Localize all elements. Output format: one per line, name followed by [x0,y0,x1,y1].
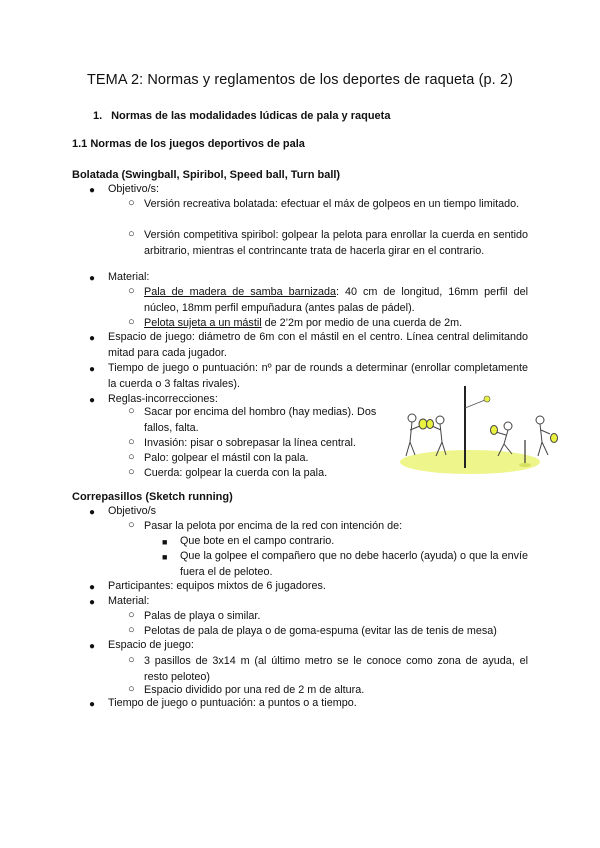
page-title: TEMA 2: Normas y reglamentos de los deportes de raqueta (p. 2) [86,72,514,88]
correpasillos-obj-1b: Que la golpee el compañero que no debe hacerlo (ayuda) o que la envíe fuera el de peloteo. [180,550,528,578]
ball-icon [484,396,490,402]
bullet-icon: ● [89,597,96,608]
bolatada-objetivos: Objetivo/s: [108,183,160,195]
correpasillos-tiempo: Tiempo de juego o puntuación: a puntos o a tiempo. [108,697,357,709]
circle-bullet-icon: ○ [128,624,135,636]
mat-2-rest: de 2’2m por medio de una cuerda de 2m. [261,317,463,329]
bullet-icon: ● [89,507,96,518]
bolatada-reglas: Reglas-incorrecciones: [108,393,218,405]
circle-bullet-icon: ○ [128,519,135,531]
subsection-heading: 1.1 Normas de los juegos deportivos de pala [72,138,305,150]
correpasillos-mat-1: Palas de playa o similar. [144,610,261,622]
bolatada-obj-2: Versión competitiva spiribol: golpear la pelota para enrollar la cuerda en sentido arbitrario, mientras el contrincante trata de hacerla girar en el contrario. [144,229,528,257]
section-number: 1. [93,110,103,122]
circle-bullet-icon: ○ [128,316,135,328]
bullet-icon: ● [89,364,96,375]
correpasillos-espacio: Espacio de juego: [108,639,194,651]
court-area [400,450,540,474]
bolatada-regla-4: Cuerda: golpear la cuerda con la pala. [144,467,328,479]
cord [465,400,485,408]
player-mid-icon [427,416,447,456]
correpasillos-title: Correpasillos (Sketch running) [72,491,233,503]
bolatada-title: Bolatada (Swingball, Spiribol, Speed ball, Turn ball) [72,169,341,181]
swingball-illustration [390,380,570,480]
bolatada-espacio: Espacio de juego: diámetro de 6m con el mástil en el centro. Línea central delimitando mitad para cada jugador. [108,331,528,359]
circle-bullet-icon: ○ [128,228,135,240]
correpasillos-participantes: Participantes: equipos mixtos de 6 jugadores. [108,580,326,592]
bolatada-tiempo: Tiempo de juego o puntuación: nº par de rounds a determinar (enrollar completamente la cuerda o 3 faltas rivales). [108,362,528,390]
circle-bullet-icon: ○ [128,197,135,209]
bullet-icon: ● [89,273,96,284]
bullet-icon: ● [89,333,96,344]
bullet-icon: ● [89,395,96,406]
section-heading [93,110,390,122]
bolatada-mat-1 [144,285,528,316]
bullet-icon: ● [89,641,96,652]
circle-bullet-icon: ○ [128,405,135,417]
square-bullet-icon: ■ [162,552,168,562]
bullet-icon: ● [89,582,96,593]
bullet-icon: ● [89,185,96,196]
mat-1-underlined: Pala de madera de samba barnizada [144,286,337,298]
correpasillos-objetivos: Objetivo/s [108,505,157,517]
section-heading-text: Normas de las modalidades lúdicas de pala y raqueta [111,110,391,122]
player-left-icon [406,414,427,456]
circle-bullet-icon: ○ [128,451,135,463]
bullet-icon: ● [89,699,96,710]
circle-bullet-icon: ○ [128,654,135,666]
bolatada-obj-1: Versión recreativa bolatada: efectuar el máx de golpeos en un tiempo limitado. [144,198,520,210]
correpasillos-esp-2: Espacio dividido por una red de 2 m de altura. [144,684,365,696]
correpasillos-material: Material: [108,595,150,607]
player-far-right-icon [536,416,558,456]
correpasillos-obj-1a: Que bote en el campo contrario. [180,535,335,547]
correpasillos-mat-2: Pelotas de pala de playa o de goma-espuma (evitar las de tenis de mesa) [144,625,497,637]
mat-1-rest: : 40 cm de longitud, 16mm perfil del núcleo, 18mm perfil empuñadura (antes palas de pádel). [144,286,528,314]
bolatada-regla-3: Palo: golpear el mástil con la pala. [144,452,309,464]
bolatada-regla-2: Invasión: pisar o sobrepasar la línea central. [144,437,356,449]
circle-bullet-icon: ○ [128,285,135,297]
correpasillos-esp-1: 3 pasillos de 3x14 m (al último metro se le conoce como zona de ayuda, el resto peloteo) [144,655,528,683]
circle-bullet-icon: ○ [128,466,135,478]
circle-bullet-icon: ○ [128,436,135,448]
square-bullet-icon: ■ [162,537,168,547]
circle-bullet-icon: ○ [128,683,135,695]
circle-bullet-icon: ○ [128,609,135,621]
mat-2-underlined: Pelota sujeta a un mástil [144,317,262,329]
bolatada-material: Material: [108,271,150,283]
bolatada-regla-1: Sacar por encima del hombro (hay medias). Dos fallos, falta. [144,406,377,434]
correpasillos-obj-1: Pasar la pelota por encima de la red con intención de: [144,520,403,532]
